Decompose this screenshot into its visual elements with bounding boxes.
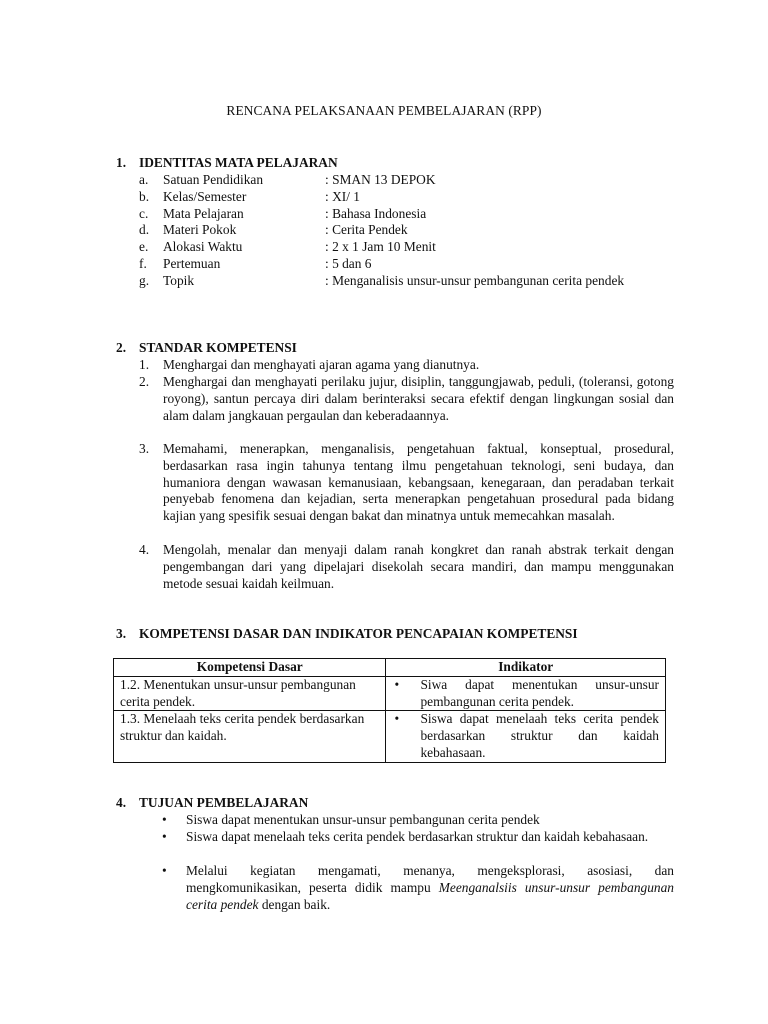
identity-letter: c. [139, 206, 149, 221]
identity-label: Kelas/Semester [163, 189, 247, 204]
identity-label: Pertemuan [163, 256, 221, 271]
section4-number: 4. [116, 795, 127, 810]
identity-value: : Menganalisis unsur-unsur pembangunan cerita pendek [325, 273, 625, 288]
bullet-icon: • [394, 711, 400, 727]
identity-letter: g. [139, 273, 150, 288]
identity-label: Alokasi Waktu [163, 239, 243, 254]
section1-number: 1. [116, 155, 127, 170]
identity-value: : 5 dan 6 [325, 256, 372, 271]
table-header-kompetensi: Kompetensi Dasar [114, 659, 386, 677]
table-row [114, 676, 666, 711]
competency-indicator-table [113, 658, 666, 763]
identity-value: : XI/ 1 [325, 189, 360, 204]
section2-heading: STANDAR KOMPETENSI [139, 340, 297, 355]
objective-text-end: dengan baik. [258, 896, 331, 912]
identity-letter: d. [139, 222, 150, 237]
identity-letter: b. [139, 189, 150, 204]
identity-value: : Cerita Pendek [325, 222, 408, 237]
competency-number: 4. [139, 542, 150, 557]
table-cell-indikator [386, 676, 666, 711]
objective-text: Siswa dapat menentukan unsur-unsur pembangunan cerita pendek [186, 812, 540, 827]
identity-letter: f. [139, 256, 147, 271]
identity-letter: e. [139, 239, 149, 254]
table-cell-kd: 1.2. Menentukan unsur-unsur pembangunan cerita pendek. [114, 676, 386, 711]
section3-heading: KOMPETENSI DASAR DAN INDIKATOR PENCAPAIAN KOMPETENSI [139, 626, 578, 641]
bullet-icon: • [162, 829, 167, 844]
bullet-icon: • [394, 676, 400, 692]
identity-value: : 2 x 1 Jam 10 Menit [325, 239, 436, 254]
competency-text: Mengolah, menalar dan menyaji dalam ranah kongkret dan ranah abstrak terkait dengan pengembangan dari yang dipelajari disekolah secara mandiri, dan mampu menggunakan metode sesuai kaidah keilmuan. [163, 542, 674, 591]
table-row [114, 711, 666, 762]
objective-text-start: Melalui kegiatan mengamati, menanya, mengeksplorasi, asosiasi, dan mengkomunikasikan, peserta didik mampu [186, 863, 674, 895]
identity-value: : SMAN 13 DEPOK [325, 172, 436, 187]
section2-number: 2. [116, 340, 127, 355]
objective-text-italic: Meenganalsiis unsur-unsur pembangunan cerita pendek [186, 879, 674, 912]
identity-label: Materi Pokok [163, 222, 237, 237]
section1-heading: IDENTITAS MATA PELAJARAN [139, 155, 338, 170]
table-header-row [114, 659, 666, 677]
identity-label: Satuan Pendidikan [163, 172, 264, 187]
competency-text: Menghargai dan menghayati ajaran agama yang dianutnya. [163, 357, 480, 372]
competency-number: 3. [139, 441, 150, 456]
competency-text: Menghargai dan menghayati perilaku jujur, disiplin, tanggungjawab, peduli, (toleransi, gotong royong), santun percaya diri dalam berinteraksi secara efektif dengan lingkungan sosial dan alam dalam jangkauan pergaulan dan keberadaannya. [163, 374, 674, 423]
identity-label: Mata Pelajaran [163, 206, 244, 221]
competency-number: 2. [139, 374, 150, 389]
identity-letter: a. [139, 172, 149, 187]
bullet-icon: • [162, 812, 167, 827]
indicator-text: Siswa dapat menelaah teks cerita pendek berdasarkan struktur dan kaidah kebahasaan. [420, 711, 659, 760]
objective-text: Siswa dapat menelaah teks cerita pendek berdasarkan struktur dan kaidah kebahasaan. [186, 829, 649, 844]
section4-heading: TUJUAN PEMBELAJARAN [139, 795, 309, 810]
table-cell-indikator [386, 711, 666, 762]
identity-label: Topik [163, 273, 195, 288]
indicator-text: Siwa dapat menentukan unsur-unsur pembangunan cerita pendek. [420, 676, 659, 709]
table-header-indikator: Indikator [386, 659, 666, 677]
competency-text: Memahami, menerapkan, menganalisis, pengetahuan faktual, konseptual, prosedural, berdasarkan rasa ingin tahunya tentang ilmu pengetahuan teknologi, seni budaya, dan humaniora dengan wawasan kemanusiaan, kebangsaan, kenegaraan, dan peradaban terkait penyebab fenomena dan kejadian, serta menerapkan pengetahuan prosedural pada bidang kajian yang spesifik sesuai dengan bakat dan minatnya untuk memecahkan masalah. [163, 441, 674, 524]
competency-number: 1. [139, 357, 150, 372]
table-cell-kd: 1.3. Menelaah teks cerita pendek berdasarkan struktur dan kaidah. [114, 711, 386, 762]
bullet-icon: • [162, 863, 167, 878]
objective-text [186, 863, 674, 913]
identity-value: : Bahasa Indonesia [325, 206, 427, 221]
section3-number: 3. [116, 626, 127, 641]
page-title: RENCANA PELAKSANAAN PEMBELAJARAN (RPP) [226, 103, 542, 118]
